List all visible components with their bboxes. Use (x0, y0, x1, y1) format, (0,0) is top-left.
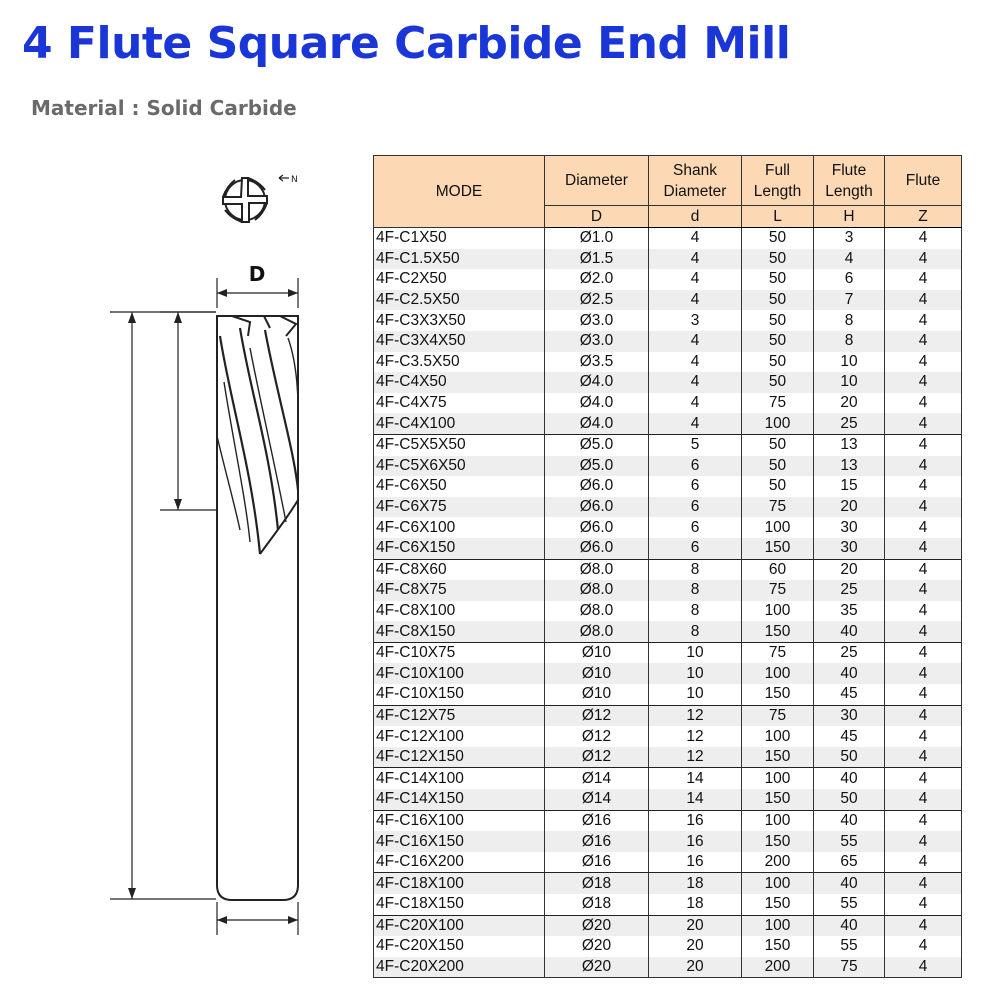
shank-cell: 3 (649, 310, 742, 331)
shank-cell: 20 (649, 936, 742, 957)
diameter-cell: Ø12 (545, 705, 649, 726)
flute-length-cell: 25 (814, 413, 885, 434)
table-row (374, 768, 962, 789)
table-row (374, 559, 962, 580)
page-title: 4 Flute Square Carbide End Mill (22, 18, 791, 69)
flute-length-cell: 6 (814, 269, 885, 290)
flute-cell: 4 (885, 456, 962, 477)
flute-length-cell: 55 (814, 894, 885, 915)
flute-cell: 4 (885, 621, 962, 642)
flute-length-cell: 13 (814, 434, 885, 455)
end-view-icon (223, 175, 298, 222)
flute-cell: 4 (885, 559, 962, 580)
diameter-cell: Ø6.0 (545, 497, 649, 518)
flute-cell: 4 (885, 894, 962, 915)
diameter-cell: Ø16 (545, 831, 649, 852)
flute-length-cell: 50 (814, 747, 885, 768)
model-cell: 4F-C20X200 (374, 957, 545, 978)
diameter-cell: Ø20 (545, 957, 649, 978)
full-length-cell: 100 (742, 517, 814, 538)
flute-cell: 4 (885, 476, 962, 497)
flute-length-dimension (160, 312, 216, 510)
flute-cell: 4 (885, 642, 962, 663)
material-subtitle: Material : Solid Carbide (31, 96, 297, 120)
flute-length-cell: 15 (814, 476, 885, 497)
flute-cell: 4 (885, 269, 962, 290)
flute-cell: 4 (885, 413, 962, 434)
flute-length-cell: 40 (814, 915, 885, 936)
flute-cell: 4 (885, 747, 962, 768)
table-row (374, 476, 962, 497)
flute-length-cell: 50 (814, 789, 885, 810)
model-cell: 4F-C20X150 (374, 936, 545, 957)
table-row (374, 517, 962, 538)
table-row (374, 456, 962, 477)
flute-cell: 4 (885, 726, 962, 747)
shank-cell: 4 (649, 352, 742, 373)
diameter-cell: Ø5.0 (545, 434, 649, 455)
table-header-row (374, 156, 962, 206)
model-cell: 4F-C4X75 (374, 393, 545, 414)
flute-length-cell: 10 (814, 352, 885, 373)
model-cell: 4F-C16X200 (374, 852, 545, 873)
header-flute-length: Flute Length (814, 156, 885, 206)
table-row (374, 331, 962, 352)
table-row (374, 831, 962, 852)
shank-cell: 4 (649, 413, 742, 434)
flute-cell: 4 (885, 957, 962, 978)
diameter-cell: Ø20 (545, 915, 649, 936)
header-mode: MODE (374, 156, 545, 228)
diameter-cell: Ø18 (545, 873, 649, 894)
shank-cell: 4 (649, 290, 742, 311)
shank-cell: 14 (649, 768, 742, 789)
model-cell: 4F-C16X100 (374, 810, 545, 831)
diameter-cell: Ø1.0 (545, 228, 649, 249)
diameter-cell: Ø3.0 (545, 331, 649, 352)
model-cell: 4F-C1X50 (374, 228, 545, 249)
symbol-diameter: D (545, 206, 649, 228)
shank-cell: 16 (649, 852, 742, 873)
flute-length-cell: 3 (814, 228, 885, 249)
shank-cell: 8 (649, 580, 742, 601)
flute-length-cell: 35 (814, 601, 885, 622)
diameter-cell: Ø20 (545, 936, 649, 957)
flute-cell: 4 (885, 601, 962, 622)
end-mill-drawing (100, 150, 340, 935)
flute-length-cell: 20 (814, 559, 885, 580)
full-length-cell: 50 (742, 476, 814, 497)
flute-cell: 4 (885, 434, 962, 455)
shank-cell: 20 (649, 957, 742, 978)
diameter-cell: Ø8.0 (545, 559, 649, 580)
shank-cell: 20 (649, 915, 742, 936)
diameter-cell: Ø3.5 (545, 352, 649, 373)
flute-cell: 4 (885, 915, 962, 936)
diameter-cell: Ø6.0 (545, 517, 649, 538)
table-row (374, 936, 962, 957)
model-cell: 4F-C3X3X50 (374, 310, 545, 331)
diameter-cell: Ø1.5 (545, 249, 649, 270)
table-row (374, 434, 962, 455)
flute-cell: 4 (885, 810, 962, 831)
diameter-cell: Ø16 (545, 810, 649, 831)
symbol-full-length: L (742, 206, 814, 228)
model-cell: 4F-C5X5X50 (374, 434, 545, 455)
shank-cell: 4 (649, 393, 742, 414)
model-cell: 4F-C4X100 (374, 413, 545, 434)
diameter-cell: Ø12 (545, 747, 649, 768)
flute-cell: 4 (885, 936, 962, 957)
full-length-cell: 100 (742, 915, 814, 936)
full-length-dimension (110, 312, 216, 899)
table-row (374, 684, 962, 705)
model-cell: 4F-C14X100 (374, 768, 545, 789)
spec-table (373, 155, 962, 978)
model-cell: 4F-C5X6X50 (374, 456, 545, 477)
diameter-cell: Ø8.0 (545, 601, 649, 622)
shank-cell: 6 (649, 456, 742, 477)
model-cell: 4F-C3.5X50 (374, 352, 545, 373)
flute-cell: 4 (885, 249, 962, 270)
flute-length-cell: 13 (814, 456, 885, 477)
table-row (374, 663, 962, 684)
flute-length-cell: 45 (814, 726, 885, 747)
flute-length-cell: 75 (814, 957, 885, 978)
flute-cell: 4 (885, 497, 962, 518)
diameter-cell: Ø6.0 (545, 538, 649, 559)
diameter-cell: Ø4.0 (545, 372, 649, 393)
flute-length-cell: 30 (814, 705, 885, 726)
header-flute: Flute (885, 156, 962, 206)
flute-cell: 4 (885, 768, 962, 789)
full-length-cell: 50 (742, 434, 814, 455)
table-row (374, 413, 962, 434)
shank-cell: 4 (649, 331, 742, 352)
diameter-cell: Ø10 (545, 642, 649, 663)
full-length-cell: 100 (742, 768, 814, 789)
table-row (374, 789, 962, 810)
flute-length-cell: 20 (814, 393, 885, 414)
flute-cell: 4 (885, 393, 962, 414)
flute-cell: 4 (885, 873, 962, 894)
full-length-cell: 75 (742, 580, 814, 601)
flute-cell: 4 (885, 831, 962, 852)
table-row (374, 290, 962, 311)
diameter-cell: Ø5.0 (545, 456, 649, 477)
model-cell: 4F-C6X50 (374, 476, 545, 497)
full-length-cell: 75 (742, 705, 814, 726)
shank-cell: 6 (649, 497, 742, 518)
diameter-cell: Ø4.0 (545, 413, 649, 434)
header-full-length: Full Length (742, 156, 814, 206)
diameter-cell: Ø12 (545, 726, 649, 747)
shank-cell: 12 (649, 705, 742, 726)
full-length-cell: 150 (742, 684, 814, 705)
table-row (374, 705, 962, 726)
table-row (374, 228, 962, 249)
table-row (374, 810, 962, 831)
full-length-cell: 150 (742, 747, 814, 768)
full-length-cell: 200 (742, 852, 814, 873)
flute-length-cell: 10 (814, 372, 885, 393)
shank-cell: 10 (649, 684, 742, 705)
table-row (374, 249, 962, 270)
flute-length-cell: 8 (814, 310, 885, 331)
flute-cell: 4 (885, 789, 962, 810)
rotation-label: N (291, 175, 298, 185)
shank-cell: 4 (649, 372, 742, 393)
flute-length-cell: 30 (814, 517, 885, 538)
flute-length-cell: 4 (814, 249, 885, 270)
full-length-cell: 60 (742, 559, 814, 580)
model-cell: 4F-C8X75 (374, 580, 545, 601)
shank-cell: 18 (649, 894, 742, 915)
symbol-flute: Z (885, 206, 962, 228)
model-cell: 4F-C8X150 (374, 621, 545, 642)
flute-cell: 4 (885, 852, 962, 873)
flute-length-cell: 30 (814, 538, 885, 559)
full-length-cell: 100 (742, 413, 814, 434)
flute-cell: 4 (885, 228, 962, 249)
full-length-cell: 50 (742, 290, 814, 311)
full-length-cell: 75 (742, 497, 814, 518)
model-cell: 4F-C16X150 (374, 831, 545, 852)
full-length-cell: 150 (742, 621, 814, 642)
flute-cell: 4 (885, 372, 962, 393)
diameter-cell: Ø14 (545, 768, 649, 789)
symbol-flute-length: H (814, 206, 885, 228)
table-row (374, 393, 962, 414)
flute-cell: 4 (885, 310, 962, 331)
full-length-cell: 50 (742, 331, 814, 352)
full-length-cell: 50 (742, 456, 814, 477)
model-cell: 4F-C12X100 (374, 726, 545, 747)
model-cell: 4F-C20X100 (374, 915, 545, 936)
table-row (374, 852, 962, 873)
diameter-cell: Ø18 (545, 894, 649, 915)
shank-cell: 5 (649, 434, 742, 455)
shank-cell: 4 (649, 249, 742, 270)
flute-length-cell: 8 (814, 331, 885, 352)
table-row (374, 352, 962, 373)
flute-length-cell: 7 (814, 290, 885, 311)
shank-cell: 6 (649, 476, 742, 497)
full-length-cell: 50 (742, 269, 814, 290)
table-row (374, 873, 962, 894)
full-length-cell: 50 (742, 228, 814, 249)
table-row (374, 894, 962, 915)
table-row (374, 642, 962, 663)
table-body (374, 228, 962, 978)
model-cell: 4F-C12X150 (374, 747, 545, 768)
table-row (374, 310, 962, 331)
flute-cell: 4 (885, 580, 962, 601)
model-cell: 4F-C18X100 (374, 873, 545, 894)
full-length-cell: 100 (742, 873, 814, 894)
table-row (374, 601, 962, 622)
header-diameter: Diameter (545, 156, 649, 206)
flute-cell: 4 (885, 705, 962, 726)
flute-length-cell: 65 (814, 852, 885, 873)
flute-cell: 4 (885, 290, 962, 311)
model-cell: 4F-C8X60 (374, 559, 545, 580)
diameter-cell: Ø2.0 (545, 269, 649, 290)
model-cell: 4F-C6X75 (374, 497, 545, 518)
model-cell: 4F-C3X4X50 (374, 331, 545, 352)
table-row (374, 726, 962, 747)
flute-cell: 4 (885, 663, 962, 684)
shank-cell: 8 (649, 621, 742, 642)
full-length-cell: 50 (742, 249, 814, 270)
shank-cell: 10 (649, 663, 742, 684)
diameter-cell: Ø8.0 (545, 621, 649, 642)
shank-cell: 6 (649, 517, 742, 538)
diameter-cell: Ø16 (545, 852, 649, 873)
flute-length-cell: 25 (814, 580, 885, 601)
table-row (374, 538, 962, 559)
flute-length-cell: 20 (814, 497, 885, 518)
shank-cell: 4 (649, 228, 742, 249)
symbol-shank-diameter: d (649, 206, 742, 228)
shank-cell: 4 (649, 269, 742, 290)
diameter-cell: Ø2.5 (545, 290, 649, 311)
model-cell: 4F-C1.5X50 (374, 249, 545, 270)
table-row (374, 621, 962, 642)
shank-cell: 12 (649, 726, 742, 747)
table-row (374, 497, 962, 518)
model-cell: 4F-C6X150 (374, 538, 545, 559)
table-row (374, 372, 962, 393)
flute-cell: 4 (885, 684, 962, 705)
full-length-cell: 150 (742, 538, 814, 559)
model-cell: 4F-C18X150 (374, 894, 545, 915)
full-length-cell: 100 (742, 726, 814, 747)
full-length-cell: 50 (742, 310, 814, 331)
flute-length-cell: 25 (814, 642, 885, 663)
flute-length-cell: 55 (814, 936, 885, 957)
full-length-cell: 50 (742, 352, 814, 373)
full-length-cell: 75 (742, 393, 814, 414)
shank-cell: 8 (649, 559, 742, 580)
shank-cell: 16 (649, 831, 742, 852)
full-length-cell: 150 (742, 789, 814, 810)
diameter-cell: Ø10 (545, 663, 649, 684)
shank-cell: 8 (649, 601, 742, 622)
model-cell: 4F-C10X150 (374, 684, 545, 705)
flute-length-cell: 40 (814, 873, 885, 894)
flute-length-cell: 40 (814, 768, 885, 789)
model-cell: 4F-C10X100 (374, 663, 545, 684)
shank-cell: 18 (649, 873, 742, 894)
diameter-cell: Ø6.0 (545, 476, 649, 497)
diameter-cell: Ø4.0 (545, 393, 649, 414)
table-row (374, 269, 962, 290)
flute-length-cell: 45 (814, 684, 885, 705)
flute-length-cell: 40 (814, 663, 885, 684)
flute-cell: 4 (885, 517, 962, 538)
full-length-cell: 200 (742, 957, 814, 978)
full-length-cell: 75 (742, 642, 814, 663)
table-row (374, 747, 962, 768)
diameter-cell: Ø14 (545, 789, 649, 810)
table-row (374, 957, 962, 978)
full-length-cell: 100 (742, 810, 814, 831)
model-cell: 4F-C8X100 (374, 601, 545, 622)
diameter-cell: Ø3.0 (545, 310, 649, 331)
shank-cell: 12 (649, 747, 742, 768)
model-cell: 4F-C12X75 (374, 705, 545, 726)
full-length-cell: 50 (742, 372, 814, 393)
model-cell: 4F-C10X75 (374, 642, 545, 663)
table-row (374, 915, 962, 936)
model-cell: 4F-C6X100 (374, 517, 545, 538)
shank-cell: 14 (649, 789, 742, 810)
flute-length-cell: 55 (814, 831, 885, 852)
flute-cell: 4 (885, 538, 962, 559)
diameter-label: D (248, 262, 266, 286)
flute-cell: 4 (885, 352, 962, 373)
full-length-cell: 100 (742, 663, 814, 684)
shank-cell: 6 (649, 538, 742, 559)
full-length-cell: 150 (742, 831, 814, 852)
model-cell: 4F-C14X150 (374, 789, 545, 810)
diameter-cell: Ø8.0 (545, 580, 649, 601)
shank-dimension (217, 902, 298, 935)
flute-length-cell: 40 (814, 621, 885, 642)
shank-cell: 16 (649, 810, 742, 831)
full-length-cell: 100 (742, 601, 814, 622)
full-length-cell: 150 (742, 936, 814, 957)
diameter-cell: Ø10 (545, 684, 649, 705)
full-length-cell: 150 (742, 894, 814, 915)
flute-cell: 4 (885, 331, 962, 352)
model-cell: 4F-C4X50 (374, 372, 545, 393)
model-cell: 4F-C2X50 (374, 269, 545, 290)
header-shank-diameter: Shank Diameter (649, 156, 742, 206)
end-mill-body (217, 316, 298, 900)
model-cell: 4F-C2.5X50 (374, 290, 545, 311)
flute-length-cell: 40 (814, 810, 885, 831)
shank-cell: 10 (649, 642, 742, 663)
table-row (374, 580, 962, 601)
